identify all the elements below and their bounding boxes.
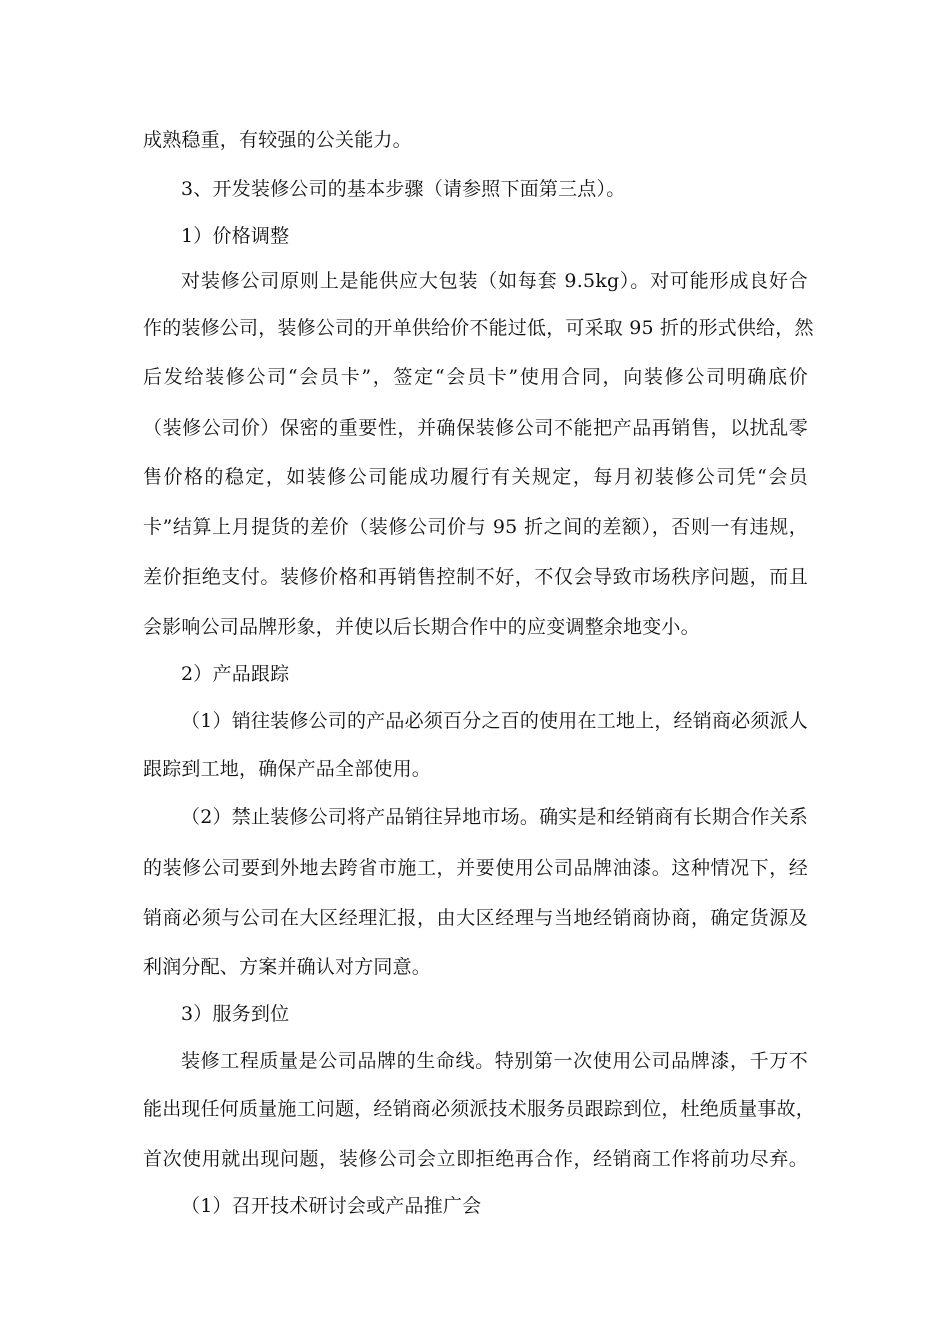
text-line: 销商必须与公司在大区经理汇报，由大区经理与当地经销商协商，确定货源及 (143, 907, 808, 929)
text-line: 卡”结算上月提货的差价（装修公司价与 95 折之间的差额），否则一有违规， (143, 516, 808, 538)
subsection-heading: （1）召开技术研讨会或产品推广会 (181, 1195, 482, 1217)
text-line: （1）销往装修公司的产品必须百分之百的使用在工地上，经销商必须派人 (181, 710, 808, 732)
section-heading: 2）产品跟踪 (181, 663, 290, 685)
section-heading: 1）价格调整 (181, 225, 290, 247)
text-line: 3、开发装修公司的基本步骤（请参照下面第三点）。 (181, 178, 626, 200)
text-line: 差价拒绝支付。装修价格和再销售控制不好，不仅会导致市场秩序问题，而且 (143, 566, 808, 588)
text-line: 售价格的稳定，如装修公司能成功履行有关规定，每月初装修公司凭“会员 (143, 466, 808, 488)
section-heading: 3）服务到位 (181, 1003, 290, 1025)
text-line: 能出现任何质量施工问题，经销商必须派技术服务员跟踪到位，杜绝质量事故， (143, 1098, 816, 1120)
text-line: 装修工程质量是公司品牌的生命线。特别第一次使用公司品牌漆，千万不 (181, 1050, 808, 1072)
text-line: （2）禁止装修公司将产品销往异地市场。确实是和经销商有长期合作关系 (181, 806, 808, 828)
text-line: 会影响公司品牌形象，并使以后长期合作中的应变调整余地变小。 (143, 616, 700, 638)
text-line: （装修公司价）保密的重要性，并确保装修公司不能把产品再销售，以扰乱零 (143, 417, 808, 439)
text-line: 作的装修公司，装修公司的开单供给价不能过低，可采取 95 折的形式供给，然 (143, 317, 814, 339)
text-line: 对装修公司原则上是能供应大包装（如每套 9.5kg）。对可能形成良好合 (181, 270, 808, 292)
text-line: 成熟稳重，有较强的公关能力。 (143, 129, 412, 151)
text-line: 后发给装修公司“会员卡”，签定“会员卡”使用合同，向装修公司明确底价 (143, 366, 808, 388)
text-line: 利润分配、方案并确认对方同意。 (143, 956, 432, 978)
text-line: 跟踪到工地，确保产品全部使用。 (143, 758, 432, 780)
text-line: 首次使用就出现问题，装修公司会立即拒绝再合作，经销商工作将前功尽弃。 (143, 1148, 808, 1170)
text-line: 的装修公司要到外地去跨省市施工，并要使用公司品牌油漆。这种情况下，经 (143, 857, 808, 879)
